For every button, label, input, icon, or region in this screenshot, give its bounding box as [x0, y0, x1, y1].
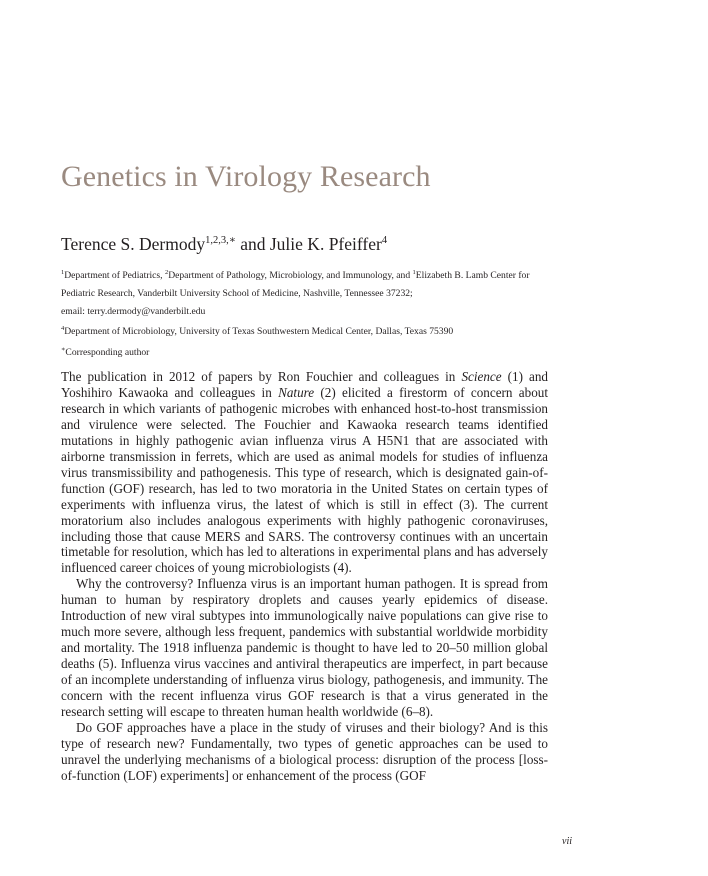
affiliation-superscript: 1 — [61, 269, 65, 276]
article-body — [61, 369, 548, 784]
email-line: email: terry.dermody@vanderbilt.edu — [61, 305, 206, 317]
article-title: Genetics in Virology Research — [61, 160, 431, 193]
author-line — [61, 234, 387, 255]
body-text: (1) and Yoshihiro Kawaoka and colleagues in — [61, 369, 548, 400]
affiliations — [61, 264, 561, 362]
body-text: (2) elicited a firestorm of concern about research in which variants of pathogenic microbes with enhanced host-to-host transmission and virulence were selected. The Fouchier and Kawaoka research teams identified mutations in highly pathogenic avian influenza virus A H5N1 that are associated with airborne transmission in ferrets, which are used as animal models for studies of influenza virus transmissibility and pathogenesis. This type of research, which is designated gain-of-function (GOF) research, has led to two moratoria in the United States on certain types of experiments with influenza virus, the latest of which is still in effect (3). The current moratorium also includes analogous experiments with highly pathogenic coronaviruses, including those that cause MERS and SARS. The controversy continues with an uncertain timetable for resolution, which has led to alterations in experimental plans and has adversely influenced career choices of young microbiologists (4). — [61, 384, 548, 576]
affiliation-text: Elizabeth B. Lamb Center for — [415, 270, 530, 281]
affiliation-text: Department of Microbiology, University of Texas Southwestern Medical Center, Dallas, Texas 75390 — [64, 326, 454, 338]
affiliation-text: Department of Pathology, Microbiology, and Immunology, and — [168, 270, 413, 281]
affiliation-text: Corresponding author — [65, 347, 150, 359]
author-superscript: 1,2,3,∗ — [205, 235, 236, 246]
affiliation-superscript: 4 — [61, 325, 65, 333]
affiliation-superscript: 1 — [412, 269, 416, 276]
author-superscript: 4 — [381, 235, 388, 246]
affiliation-text: Department of Pediatrics, — [64, 270, 165, 281]
affiliation-line: Pediatric Research, Vanderbilt University School of Medicine, Nashville, Tennessee 37232; — [61, 287, 413, 299]
journal-name: Science — [461, 369, 502, 384]
affiliation-superscript: 2 — [164, 269, 169, 276]
body-paragraph — [61, 369, 548, 576]
author-connector: and — [235, 234, 270, 254]
body-paragraph: Do GOF approaches have a place in the study of viruses and their biology? And is this type of research new? Fundamentally, two types of genetic approaches can be used to unravel the underlying mechanisms of a biological process: disruption of the process [loss-of-function (LOF) experiments] or enhancement of the process (GOF — [61, 719, 548, 783]
affiliation-superscript: ∗ — [61, 346, 66, 354]
journal-name: Nature — [278, 384, 315, 400]
corresponding-author-note — [61, 341, 561, 362]
body-text: The publication in 2012 of papers by Ron Fouchier and colleagues in — [61, 369, 462, 384]
author-name: Julie K. Pfeiffer — [269, 234, 382, 254]
author-name: Terence S. Dermody — [61, 234, 206, 254]
page-number: vii — [562, 836, 572, 847]
affiliation-line — [61, 264, 561, 285]
affiliation-line — [61, 320, 561, 341]
body-paragraph: Why the controversy? Influenza virus is an important human pathogen. It is spread from human to human by respiratory droplets and causes yearly epidemics of disease. Introduction of new viral subtypes into immunologically naive populations can give rise to much more severe, although less frequent, pandemics with substantial worldwide morbidity and mortality. The 1918 influenza pandemic is thought to have led to 20–50 million global deaths (5). Influenza virus vaccines and antiviral therapeutics are imperfect, in part because of an incomplete understanding of influenza virus biology, pathogenesis, and immunity. The concern with the recent influenza virus GOF research is that a virus generated in the research setting will escape to threaten human health worldwide (6–8). — [61, 576, 548, 720]
